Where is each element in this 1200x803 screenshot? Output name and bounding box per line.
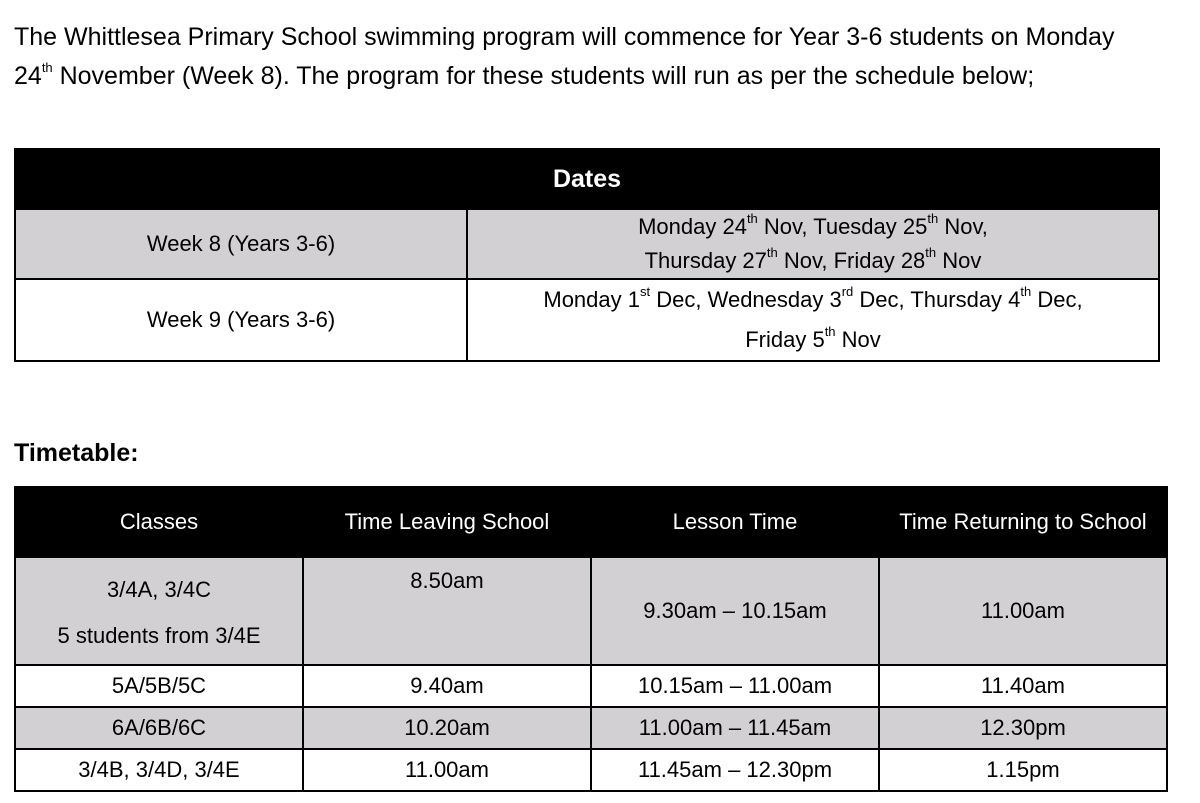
date-text: Nov, Friday 28 xyxy=(777,248,926,273)
date-text: Nov, xyxy=(938,214,988,239)
table-row xyxy=(15,557,1167,665)
week-label: Week 8 (Years 3-6) xyxy=(15,209,467,279)
date-sup: st xyxy=(640,283,651,299)
classes-cell xyxy=(15,557,303,665)
leave-cell: 8.50am xyxy=(303,557,591,665)
column-header: Lesson Time xyxy=(591,487,879,557)
week-dates xyxy=(467,279,1159,361)
leave-cell: 11.00am xyxy=(303,749,591,791)
lesson-cell: 11.00am – 11.45am xyxy=(591,707,879,749)
lesson-cell: 9.30am – 10.15am xyxy=(591,557,879,665)
table-row xyxy=(15,209,1159,279)
return-cell: 11.00am xyxy=(879,557,1167,665)
date-sup: th xyxy=(925,244,937,260)
leave-cell: 10.20am xyxy=(303,707,591,749)
date-text: Nov, Tuesday 25 xyxy=(757,214,928,239)
return-cell: 1.15pm xyxy=(879,749,1167,791)
date-sup: th xyxy=(746,210,758,226)
column-header: Time Returning to School xyxy=(879,487,1167,557)
timetable-table xyxy=(14,486,1168,792)
dates-header: Dates xyxy=(15,149,1159,209)
week-dates xyxy=(467,209,1159,279)
classes-cell: 3/4B, 3/4D, 3/4E xyxy=(15,749,303,791)
classes-text: 3/4A, 3/4C xyxy=(107,577,211,602)
lesson-cell: 11.45am – 12.30pm xyxy=(591,749,879,791)
date-text: Monday 1 xyxy=(543,287,640,312)
date-text: Monday 24 xyxy=(638,214,747,239)
intro-line-1: The Whittlesea Primary School swimming program will commence for Year 3-6 students on Monday xyxy=(14,23,1115,51)
lesson-cell: 10.15am – 11.00am xyxy=(591,665,879,707)
classes-cell: 5A/5B/5C xyxy=(15,665,303,707)
date-text: Thursday 27 xyxy=(644,248,767,273)
table-row xyxy=(15,749,1167,791)
date-sup: th xyxy=(824,323,836,339)
intro-superscript: th xyxy=(41,59,53,75)
leave-cell: 9.40am xyxy=(303,665,591,707)
date-sup: th xyxy=(927,210,939,226)
table-row xyxy=(15,665,1167,707)
column-header: Time Leaving School xyxy=(303,487,591,557)
date-text: Friday 5 xyxy=(745,327,825,352)
table-row xyxy=(15,279,1159,361)
intro-paragraph xyxy=(14,18,1174,96)
date-text: Nov xyxy=(835,327,881,352)
date-sup: th xyxy=(1020,283,1032,299)
table-row xyxy=(15,707,1167,749)
intro-line-2-pre: 24 xyxy=(14,62,42,90)
date-sup: th xyxy=(766,244,778,260)
date-text: Dec, Thursday 4 xyxy=(853,287,1021,312)
return-cell: 12.30pm xyxy=(879,707,1167,749)
column-header: Classes xyxy=(15,487,303,557)
return-cell: 11.40am xyxy=(879,665,1167,707)
date-text: Dec, xyxy=(1031,287,1083,312)
date-sup: rd xyxy=(841,283,854,299)
week-label: Week 9 (Years 3-6) xyxy=(15,279,467,361)
intro-line-2-post: November (Week 8). The program for these students will run as per the schedule below; xyxy=(52,62,1035,90)
dates-table xyxy=(14,148,1160,362)
classes-note: 5 students from 3/4E xyxy=(57,623,261,648)
classes-cell: 6A/6B/6C xyxy=(15,707,303,749)
date-text: Nov xyxy=(936,248,982,273)
date-text: Dec, Wednesday 3 xyxy=(650,287,842,312)
timetable-heading: Timetable: xyxy=(14,439,139,467)
